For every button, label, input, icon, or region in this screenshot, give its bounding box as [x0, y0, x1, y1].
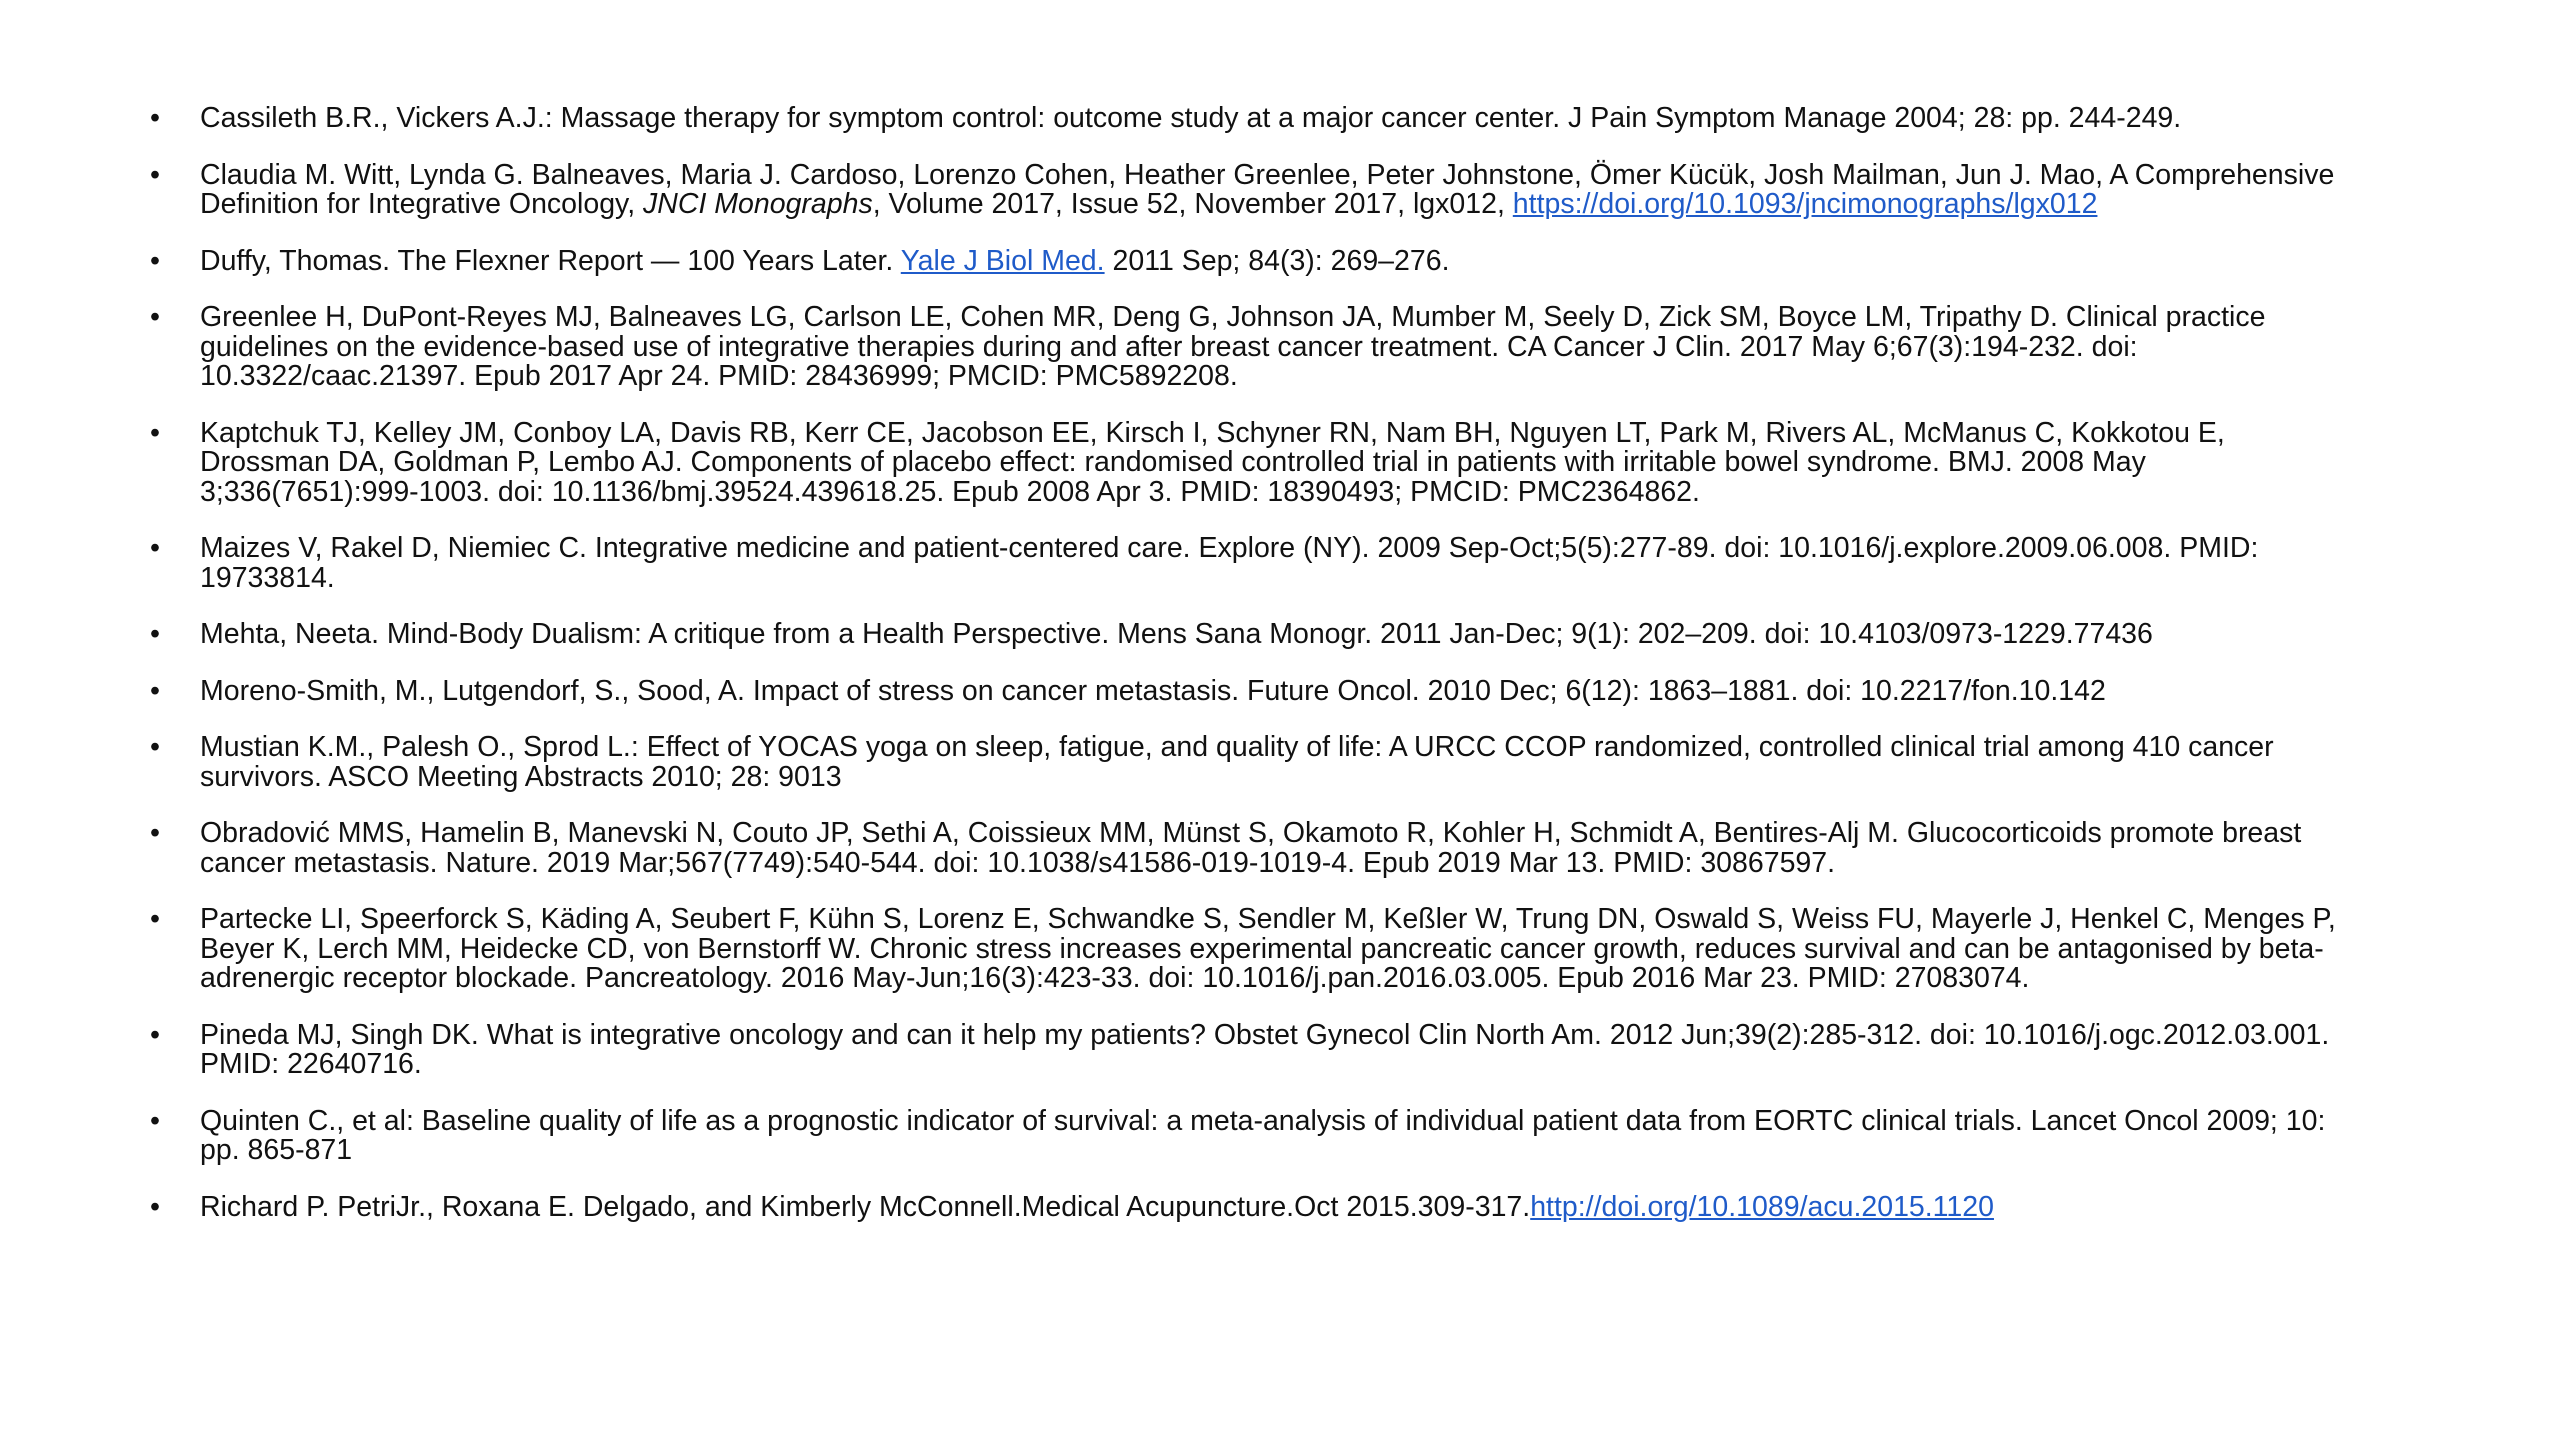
reference-text: Maizes V, Rakel D, Niemiec C. Integrative medicine and patient-centered care. Explore (NY). 2009 Sep-Oct;5(5):277-89. doi: 10.1016/j.explore.2009.06.008. PMID: 19733814.	[200, 532, 2259, 594]
reference-item-quinten	[150, 1104, 2360, 1166]
reference-text: Cassileth B.R., Vickers A.J.: Massage therapy for symptom control: outcome study at a major cancer center. J Pain Symptom Manage 2004; 28: pp. 244-249.	[200, 102, 2182, 134]
reference-list	[150, 104, 2360, 1249]
bullet-icon: •	[150, 817, 160, 849]
bullet-icon: •	[150, 158, 160, 191]
reference-item-maizes	[150, 534, 2360, 593]
doi-link[interactable]: http://doi.org/10.1089/acu.2015.1120	[1530, 1190, 1994, 1223]
reference-text: Mehta, Neeta. Mind-Body Dualism: A critique from a Health Perspective. Mens Sana Monogr. 2011 Jan-Dec; 9(1): 202–209. doi: 10.4103/0973-1229.77436	[200, 618, 2153, 650]
reference-text: Richard P. PetriJr., Roxana E. Delgado, and Kimberly McConnell.Medical Acupuncture.Oct 2015.309-317.	[200, 1190, 1531, 1223]
reference-text: Quinten C., et al: Baseline quality of life as a prognostic indicator of survival: a meta-analysis of individual patient data from EORTC clinical trials. Lancet Oncol 2009; 10: pp. 865-871	[200, 1104, 2326, 1166]
reference-text: Duffy, Thomas. The Flexner Report — 100 Years Later.	[200, 244, 901, 277]
reference-text-tail: 2011 Sep; 84(3): 269–276.	[1104, 244, 1450, 277]
reference-text-tail: , Volume 2017, Issue 52, November 2017, lgx012,	[872, 188, 1513, 220]
reference-item-greenlee	[150, 303, 2360, 392]
reference-text: Mustian K.M., Palesh O., Sprod L.: Effect of YOCAS yoga on sleep, fatigue, and quality of life: A URCC CCOP randomized, controlled clinical trial among 410 cancer survivors. ASCO Meeting Abstracts 2010; 28: 9013	[200, 731, 2274, 793]
reference-item-mehta	[150, 620, 2360, 650]
bullet-icon: •	[150, 618, 160, 650]
bullet-icon: •	[150, 301, 160, 333]
reference-item-witt	[150, 158, 2360, 220]
bullet-icon: •	[150, 1018, 160, 1051]
reference-item-cassileth	[150, 104, 2360, 134]
reference-text: Claudia M. Witt, Lynda G. Balneaves, Maria J. Cardoso, Lorenzo Cohen, Heather Greenlee, Peter Johnstone, Ömer Kücük, Josh Mailman, Jun J. Mao, A Comprehensive Definition for Integrative Oncology,	[200, 158, 2335, 220]
bullet-icon: •	[150, 244, 160, 277]
bullet-icon: •	[150, 416, 160, 449]
reference-item-moreno-smith	[150, 674, 2360, 707]
bullet-icon: •	[150, 1190, 160, 1223]
reference-text: Greenlee H, DuPont-Reyes MJ, Balneaves LG, Carlson LE, Cohen MR, Deng G, Johnson JA, Mumber M, Seely D, Zick SM, Boyce LM, Tripathy D. Clinical practice guidelines on the evidence-based use of integrative therapies during and after breast cancer treatment. CA Cancer J Clin. 2017 May 6;67(3):194-232. doi: 10.3322/caac.21397. Epub 2017 Apr 24. PMID: 28436999; PMCID: PMC5892208.	[200, 301, 2266, 392]
journal-link[interactable]: Yale J Biol Med.	[900, 244, 1105, 277]
doi-link[interactable]: https://doi.org/10.1093/jncimonographs/lgx012	[1512, 188, 2098, 220]
reference-item-obradovic	[150, 819, 2360, 878]
journal-name: JNCI Monographs	[643, 188, 873, 220]
reference-item-petri	[150, 1190, 2360, 1223]
bullet-icon: •	[150, 731, 160, 763]
bullet-icon: •	[150, 674, 160, 707]
reference-text: Kaptchuk TJ, Kelley JM, Conboy LA, Davis RB, Kerr CE, Jacobson EE, Kirsch I, Schyner RN, Nam BH, Nguyen LT, Park M, Rivers AL, McManus C, Kokkotou E, Drossman DA, Goldman P, Lembo AJ. Components of placebo effect: randomised controlled trial in patients with irritable bowel syndrome. BMJ. 2008 May 3;336(7651):999-1003. doi: 10.1136/bmj.39524.439618.25. Epub 2008 Apr 3. PMID: 18390493; PMCID: PMC2364862.	[200, 416, 2225, 508]
reference-item-partecke	[150, 905, 2360, 994]
reference-text: Pineda MJ, Singh DK. What is integrative oncology and can it help my patients? Obstet Gynecol Clin North Am. 2012 Jun;39(2):285-312. doi: 10.1016/j.ogc.2012.03.001. PMID: 22640716.	[200, 1018, 2330, 1080]
reference-item-kaptchuk	[150, 416, 2360, 508]
bullet-icon: •	[150, 532, 160, 564]
reference-text: Moreno-Smith, M., Lutgendorf, S., Sood, A. Impact of stress on cancer metastasis. Future Oncol. 2010 Dec; 6(12): 1863–1881. doi: 10.2217/fon.10.142	[200, 674, 2106, 707]
bullet-icon: •	[150, 102, 160, 134]
reference-item-mustian	[150, 733, 2360, 792]
bullet-icon: •	[150, 903, 160, 935]
reference-item-duffy	[150, 244, 2360, 277]
reference-item-pineda	[150, 1018, 2360, 1080]
reference-text: Partecke LI, Speerforck S, Käding A, Seubert F, Kühn S, Lorenz E, Schwandke S, Sendler M, Keßler W, Trung DN, Oswald S, Weiss FU, Mayerle J, Henkel C, Menges P, Beyer K, Lerch MM, Heidecke CD, von Bernstorff W. Chronic stress increases experimental pancreatic cancer growth, reduces survival and can be antagonised by beta-adrenergic receptor blockade. Pancreatology. 2016 May-Jun;16(3):423-33. doi: 10.1016/j.pan.2016.03.005. Epub 2016 Mar 23. PMID: 27083074.	[200, 903, 2336, 994]
reference-text: Obradović MMS, Hamelin B, Manevski N, Couto JP, Sethi A, Coissieux MM, Münst S, Okamoto R, Kohler H, Schmidt A, Bentires-Alj M. Glucocorticoids promote breast cancer metastasis. Nature. 2019 Mar;567(7749):540-544. doi: 10.1038/s41586-019-1019-4. Epub 2019 Mar 13. PMID: 30867597.	[200, 817, 2302, 879]
bullet-icon: •	[150, 1104, 160, 1137]
